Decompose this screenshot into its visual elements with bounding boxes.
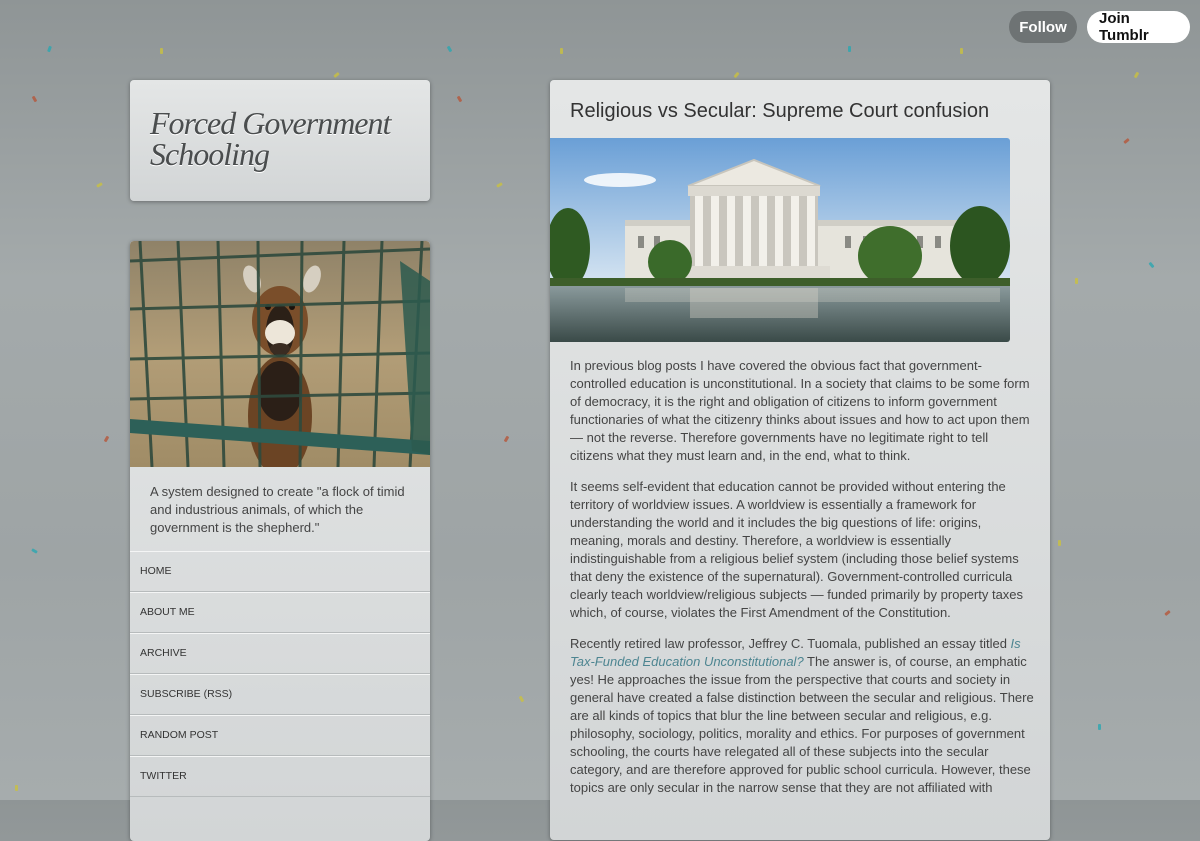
post-title[interactable]: Religious vs Secular: Supreme Court confusion: [570, 100, 990, 122]
paragraph-text: The answer is, of course, an emphatic yes! He approaches the issue from the perspective that courts and society in general have created a false distinction between the secular and religious. There are all kinds of topics that blur the line between secular and religious, e.g. philosophy, sociology, politics, morality and ethics. For purposes of government schooling, the courts have relegated all of these subjects into the secular category, and are therefore approved for public school curricula. However, these topics are only secular in the narrow sense that they are not affiliated with: [570, 654, 1034, 795]
nav-item-archive[interactable]: ARCHIVE: [130, 633, 430, 674]
paragraph-text: Recently retired law professor, Jeffrey C. Tuomala, published an essay titled: [570, 636, 1011, 651]
post-paragraph-2: It seems self-evident that education cannot be provided without entering the territory of worldview issues. A worldview is essentially a framework for understanding the world and it includes the big questions of life: origins, meaning, morals and destiny. Therefore, a worldview is essentially indistinguishable from a religious belief system (including those belief systems that deny the existence of the supernatural). Government-controlled curricula clearly teach worldview/religious subjects — funded primarily by property taxes which, of course, violates the First Amendment of the Constitution.: [570, 479, 1024, 620]
sidebar-card: [130, 241, 430, 841]
nav-item-about-me[interactable]: ABOUT ME: [130, 592, 430, 633]
nav-item-home[interactable]: HOME: [130, 551, 430, 592]
follow-button[interactable]: Follow: [1009, 11, 1077, 43]
blog-description: A system designed to create "a flock of timid and industrious animals, of which the government is the shepherd.": [150, 484, 405, 535]
essay-link[interactable]: Is Tax-Funded Education Unconstitutional?: [570, 636, 1021, 669]
post-paragraph-3: [570, 635, 1034, 797]
nav-item-twitter[interactable]: TWITTER: [130, 756, 430, 797]
post-paragraph-1: In previous blog posts I have covered the obvious fact that government-controlled education is unconstitutional. In a society that claims to be some form of democracy, it is the right and obligation of citizens to inform government functionaries of what the citizenry thinks about issues and how to act upon them — not the reverse. Therefore governments have no legitimate right to tell citizens what they must learn and, in the end, what to think.: [570, 358, 1030, 463]
post-body: [570, 357, 1034, 810]
blog-title[interactable]: Forced Government Schooling: [150, 105, 391, 172]
supreme-court-photo: [550, 138, 1010, 342]
blog-title-card: [130, 80, 430, 201]
post-card: [550, 80, 1050, 840]
sidebar-nav: [130, 551, 430, 797]
goat-photo: [130, 241, 430, 467]
join-tumblr-button[interactable]: Join Tumblr: [1087, 11, 1190, 43]
nav-item-subscribe-rss[interactable]: SUBSCRIBE (RSS): [130, 674, 430, 715]
nav-item-random-post[interactable]: RANDOM POST: [130, 715, 430, 756]
top-actions: [1009, 11, 1190, 43]
